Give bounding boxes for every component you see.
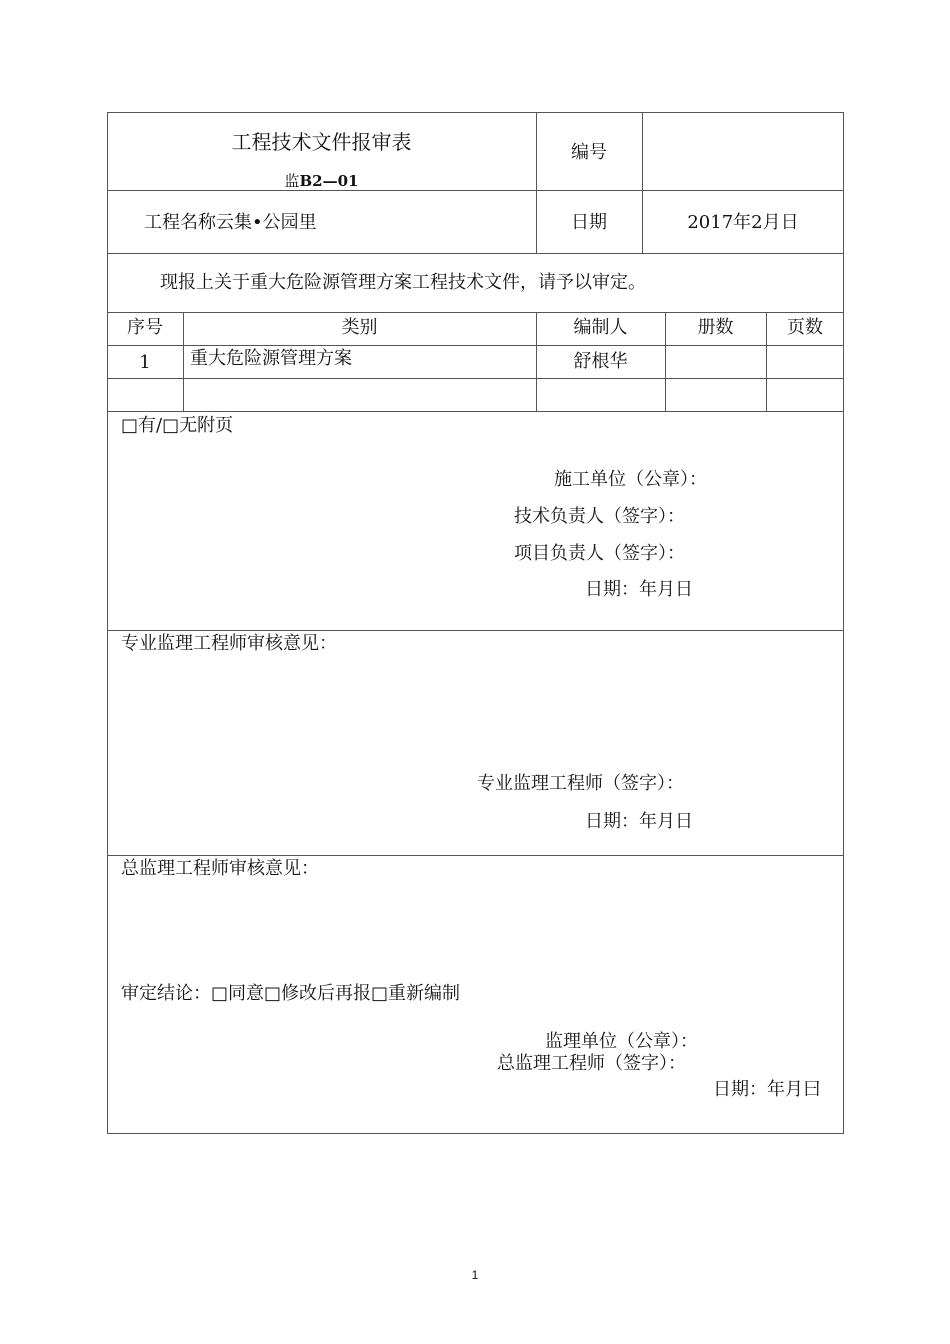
row-divider	[107, 378, 844, 379]
form-title: 工程技术文件报审表	[231, 130, 412, 154]
table-header-category: 类别	[341, 317, 378, 338]
date-value[interactable]: 2017年2月日	[687, 212, 799, 233]
specialist-review-title: 专业监理工程师审核意见：	[121, 633, 337, 654]
form-code-prefix: 监	[284, 172, 300, 190]
chief-signature-label: 总监理工程师（签字）：	[497, 1053, 686, 1074]
row-divider	[107, 855, 844, 856]
review-conclusion-options[interactable]: 审定结论：□同意□修改后再报□重新编制	[121, 983, 461, 1004]
row-divider	[107, 190, 844, 191]
project-name: 工程名称云集•公园里	[144, 212, 317, 233]
table-cell-index: 1	[139, 352, 151, 373]
row-divider	[107, 312, 844, 313]
table-header-volumes: 册数	[697, 317, 734, 338]
row-divider	[107, 345, 844, 346]
chief-date-label: 日期：年月曰	[713, 1079, 821, 1100]
tech-lead-signature-label: 技术负责人（签字）：	[514, 506, 685, 527]
specialist-signature-label: 专业监理工程师（签字）：	[477, 773, 684, 794]
contractor-date-label: 日期：年月日	[585, 579, 693, 600]
form-table	[107, 112, 844, 1134]
project-lead-signature-label: 项目负责人（签字）：	[514, 543, 685, 564]
chief-review-title: 总监理工程师审核意见：	[121, 858, 319, 879]
form-code	[107, 172, 536, 190]
table-header-index: 序号	[127, 317, 163, 338]
table-header-author: 编制人	[573, 317, 628, 338]
row-divider	[107, 253, 844, 254]
attachment-checkbox-text[interactable]: □有/□无附页	[121, 415, 234, 436]
date-label: 日期	[571, 212, 607, 233]
table-cell-author: 舒根华	[573, 351, 628, 372]
row-divider	[107, 411, 844, 412]
supervisor-seal-label: 监理单位（公章）：	[545, 1031, 698, 1052]
submission-text: 现报上关于重大危险源管理方案工程技术文件，请予以审定。	[160, 272, 646, 293]
row-divider	[107, 630, 844, 631]
specialist-date-label: 日期：年月日	[585, 811, 693, 832]
number-label: 编号	[571, 142, 607, 163]
form-code-value: B2—01	[299, 172, 359, 190]
page-number: 1	[471, 1268, 479, 1282]
table-header-pages: 页数	[787, 317, 823, 338]
contractor-seal-label: 施工单位（公章）：	[554, 469, 707, 490]
table-cell-category: 重大危险源管理方案	[190, 348, 352, 369]
